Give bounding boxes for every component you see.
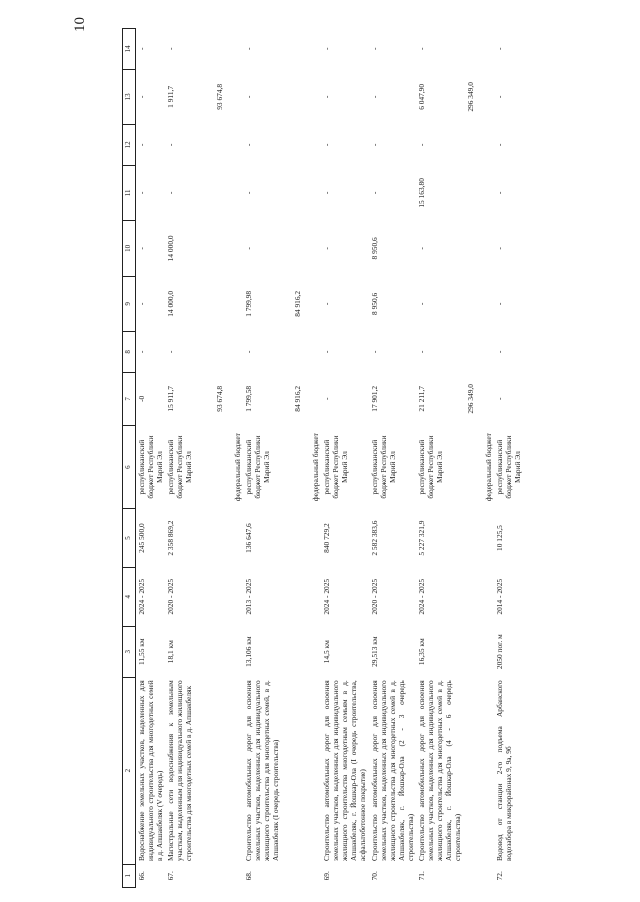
amount-value: - bbox=[137, 95, 146, 99]
amount-cell-c14 bbox=[321, 29, 368, 70]
amount-value: - bbox=[416, 143, 426, 147]
amount-cell-c7 bbox=[321, 372, 368, 425]
amount-cell-c8 bbox=[321, 332, 368, 373]
funding-source: федеральный бюджет bbox=[311, 433, 321, 502]
amount-value: - bbox=[369, 47, 379, 51]
object-description: Строительство автомобильных дорог для освоения земельных участков, выделенных для индивидуального жилищного строительства для многодетных семей в д. Апшакбеляк, г. Йошкар-Ола (2 - 3 очередь строительства) bbox=[369, 680, 415, 862]
funding-source-cell bbox=[165, 425, 243, 508]
amount-value: - bbox=[137, 143, 146, 147]
amount-value: - bbox=[166, 350, 176, 354]
table-row bbox=[243, 29, 321, 888]
amount-cell-c7 bbox=[243, 372, 321, 425]
amount-value: - bbox=[416, 47, 426, 51]
amount-cell-c13 bbox=[321, 69, 368, 124]
object-description: Строительство автомобильных дорог для освоения земельных участков, выделенных для индивидуального жилищного строительства для многодетных семей, в д. Апшакбеляк (I очередь строительства) bbox=[244, 680, 281, 862]
amount-cell-c10 bbox=[321, 221, 368, 276]
amount-value: - bbox=[494, 302, 504, 306]
amount-value: - bbox=[166, 47, 176, 51]
amount-cell-c10 bbox=[416, 221, 494, 276]
object-description: Строительство автомобильных дорог для освоения земельных участков, выделенных для индивидуального жилищного строительства многодетным семьям в д. Апшакбеляк, г. Йошкар-Ола (I очередь строительства, асфальтобетонное покрытие) bbox=[322, 680, 368, 862]
amount-value: 84 916,2 bbox=[293, 290, 303, 317]
capacity-cell: 11,55 км bbox=[137, 638, 146, 665]
funding-source: республиканский бюджет Республики Марий Эл bbox=[166, 435, 194, 499]
row-number: 72. bbox=[494, 871, 504, 881]
amount-value: - bbox=[369, 95, 379, 99]
funding-source: федеральный бюджет bbox=[483, 433, 493, 502]
amount-value: - bbox=[494, 350, 504, 354]
column-header: 8 bbox=[123, 332, 136, 373]
amount-value: - bbox=[494, 191, 504, 195]
amount-cell-c8 bbox=[369, 332, 416, 373]
amount-cell-c14 bbox=[136, 29, 166, 70]
amount-value: - bbox=[244, 47, 254, 51]
amount-cell-c9 bbox=[321, 276, 368, 331]
amount-cell-c14 bbox=[243, 29, 321, 70]
funding-source: республиканский бюджет Республики Марий Эл bbox=[244, 435, 272, 499]
cost-cell: 5 227 321,9 bbox=[416, 520, 426, 556]
amount-value: - bbox=[244, 191, 254, 195]
cost-cell: 2 358 869,2 bbox=[166, 520, 176, 556]
amount-cell-c14 bbox=[494, 29, 523, 70]
amount-cell-c9 bbox=[243, 276, 321, 331]
amount-cell-c11 bbox=[416, 165, 494, 220]
amount-value: 21 211,7 bbox=[416, 386, 426, 412]
amount-cell-c13 bbox=[243, 69, 321, 124]
amount-value: 17 901,2 bbox=[369, 385, 379, 412]
amount-value: 93 674,8 bbox=[215, 83, 225, 110]
amount-value: - bbox=[369, 191, 379, 195]
cost-cell: 245 500,0 bbox=[137, 523, 146, 553]
column-header: 11 bbox=[123, 165, 136, 220]
object-description: Водоснабжение земельных участков, выделенных для индивидуального строительства для многодетных семей в д. Апшакбеляк (V очередь) bbox=[137, 680, 165, 862]
table-row bbox=[416, 29, 494, 888]
amount-cell-c13 bbox=[416, 69, 494, 124]
amount-cell-c9 bbox=[494, 276, 523, 331]
amount-cell-c12 bbox=[243, 125, 321, 166]
column-header: 10 bbox=[123, 221, 136, 276]
amount-cell-c13 bbox=[136, 69, 166, 124]
column-header: 3 bbox=[123, 626, 136, 677]
funding-source: республиканский бюджет Республики Марий Эл bbox=[137, 435, 165, 499]
capacity-cell: 29,513 км bbox=[369, 636, 379, 667]
column-header: 12 bbox=[123, 125, 136, 166]
column-header: 14 bbox=[123, 29, 136, 70]
amount-value: 15 163,80 bbox=[416, 178, 426, 208]
column-header: 1 bbox=[123, 864, 136, 887]
column-header: 4 bbox=[123, 567, 136, 626]
row-number: 67. bbox=[166, 871, 176, 881]
object-description: Водовод от станции 2-го подъема Арбанского водозабора в микрорайонах 9, 9а, 9б bbox=[494, 680, 513, 862]
capacity-cell: 13,106 км bbox=[244, 636, 254, 667]
funding-source: республиканский бюджет Республики Марий Эл bbox=[494, 435, 522, 499]
amount-value: 15 911,7 bbox=[166, 386, 176, 412]
row-number: 71. bbox=[416, 871, 426, 881]
column-header: 7 bbox=[123, 372, 136, 425]
amount-cell-c14 bbox=[369, 29, 416, 70]
amount-cell-c9 bbox=[369, 276, 416, 331]
amount-cell-c10 bbox=[494, 221, 523, 276]
amount-cell-c12 bbox=[416, 125, 494, 166]
program-table bbox=[122, 28, 523, 888]
amount-value: - bbox=[166, 143, 176, 147]
amount-cell-c7 bbox=[136, 372, 166, 425]
amount-value: - bbox=[244, 95, 254, 99]
column-header: 9 bbox=[123, 276, 136, 331]
object-description: Строительство автомобильных дорог для освоения земельных участков, выделенных для индивидуального жилищного строительства для многодетных семей в д. Апшакбеляк, г. Йошкар-Ола (4 - 6 очередь строительства) bbox=[416, 680, 462, 862]
amount-value: - bbox=[322, 397, 332, 401]
capacity-cell: 2050 пог. м bbox=[494, 634, 504, 670]
amount-cell-c13 bbox=[369, 69, 416, 124]
amount-cell-c10 bbox=[243, 221, 321, 276]
amount-cell-c7 bbox=[369, 372, 416, 425]
amount-value: - bbox=[494, 143, 504, 147]
funding-source-cell bbox=[243, 425, 321, 508]
amount-value: 84 916,2 bbox=[293, 385, 303, 412]
amount-cell-c12 bbox=[136, 125, 166, 166]
amount-cell-c11 bbox=[165, 165, 243, 220]
cost-cell: 10 125,5 bbox=[494, 525, 504, 551]
amount-value: - bbox=[369, 143, 379, 147]
capacity-cell: 14,5 км bbox=[322, 640, 332, 664]
funding-source: республиканский бюджет Республики Марий Эл bbox=[416, 435, 444, 499]
amount-value: - bbox=[244, 350, 254, 354]
amount-value: - bbox=[322, 350, 332, 354]
table-wrapper bbox=[122, 28, 622, 888]
amount-value: - bbox=[137, 350, 146, 354]
period-cell: 2024 - 2025 bbox=[416, 578, 426, 615]
amount-cell-c8 bbox=[416, 332, 494, 373]
amount-cell-c14 bbox=[416, 29, 494, 70]
table-row bbox=[136, 29, 166, 888]
amount-cell-c13 bbox=[165, 69, 243, 124]
amount-value: 6 047,90 bbox=[416, 83, 426, 110]
amount-value: - bbox=[494, 247, 504, 250]
amount-cell-c8 bbox=[136, 332, 166, 373]
row-number: 70. bbox=[369, 871, 379, 881]
period-cell: 2020 - 2025 bbox=[166, 578, 176, 615]
capacity-cell: 16,35 км bbox=[416, 638, 426, 666]
period-cell: 2014 - 2025 bbox=[494, 578, 504, 615]
funding-source-cell bbox=[369, 425, 416, 508]
funding-source: федеральный бюджет bbox=[233, 433, 243, 502]
amount-value: 296 349,0 bbox=[465, 82, 475, 112]
amount-value: - bbox=[322, 95, 332, 99]
amount-value: - bbox=[494, 95, 504, 99]
amount-value: - bbox=[322, 47, 332, 51]
cost-cell: 136 647,6 bbox=[244, 523, 254, 553]
amount-value: - bbox=[322, 247, 332, 250]
page-number: 10 bbox=[72, 17, 88, 32]
column-header: 13 bbox=[123, 69, 136, 124]
period-cell: 2024 - 2025 bbox=[322, 578, 332, 615]
column-header: 6 bbox=[123, 425, 136, 508]
amount-cell-c12 bbox=[321, 125, 368, 166]
amount-cell-c8 bbox=[243, 332, 321, 373]
amount-cell-c11 bbox=[243, 165, 321, 220]
amount-cell-c8 bbox=[165, 332, 243, 373]
table-row bbox=[369, 29, 416, 888]
cost-cell: 2 582 383,6 bbox=[369, 520, 379, 556]
amount-cell-c12 bbox=[165, 125, 243, 166]
amount-value: 93 674,8 bbox=[215, 385, 225, 412]
amount-cell-c7 bbox=[416, 372, 494, 425]
funding-source-cell bbox=[136, 425, 166, 508]
amount-value: 8 950,6 bbox=[369, 237, 379, 260]
funding-source-cell bbox=[494, 425, 523, 508]
cost-cell: 840 729,2 bbox=[322, 523, 332, 553]
amount-value: 14 000,0 bbox=[166, 290, 176, 317]
object-description: Магистральные сети водоснабжения к земельным участкам, выделенным для индивидуального жилищного строительства для многодетных семей в д. Апшакбеляк bbox=[166, 680, 194, 862]
amount-value: - bbox=[137, 302, 146, 306]
amount-cell-c9 bbox=[165, 276, 243, 331]
amount-value: - bbox=[494, 47, 504, 51]
amount-cell-c11 bbox=[136, 165, 166, 220]
funding-source: республиканский бюджет Республики Марий Эл bbox=[322, 435, 350, 499]
amount-cell-c11 bbox=[321, 165, 368, 220]
amount-value: - bbox=[244, 247, 254, 250]
amount-value: - bbox=[137, 191, 146, 195]
amount-value: - bbox=[322, 143, 332, 147]
amount-value: - bbox=[322, 302, 332, 306]
amount-cell-c7 bbox=[165, 372, 243, 425]
period-cell: 2020 - 2025 bbox=[369, 578, 379, 615]
funding-source-cell bbox=[416, 425, 494, 508]
amount-cell-c11 bbox=[494, 165, 523, 220]
amount-value: - bbox=[137, 47, 146, 51]
amount-cell-c12 bbox=[369, 125, 416, 166]
funding-source-cell bbox=[321, 425, 368, 508]
period-cell: 2024 - 2025 bbox=[137, 578, 146, 615]
amount-cell-c10 bbox=[136, 221, 166, 276]
amount-value: 296 349,0 bbox=[465, 384, 475, 414]
amount-cell-c7 bbox=[494, 372, 523, 425]
amount-value: 8 950,6 bbox=[369, 292, 379, 315]
amount-cell-c8 bbox=[494, 332, 523, 373]
header-row bbox=[123, 29, 136, 888]
amount-cell-c9 bbox=[416, 276, 494, 331]
amount-value: 1 911,7 bbox=[166, 85, 176, 108]
capacity-cell: 18,1 км bbox=[166, 640, 176, 664]
amount-value: - bbox=[494, 397, 504, 401]
amount-value: - bbox=[166, 191, 176, 195]
amount-value: - bbox=[322, 191, 332, 195]
table-row bbox=[165, 29, 243, 888]
row-number: 66. bbox=[137, 871, 146, 881]
amount-cell-c10 bbox=[369, 221, 416, 276]
amount-value: - bbox=[369, 350, 379, 354]
row-number: 69. bbox=[322, 871, 332, 881]
amount-cell-c9 bbox=[136, 276, 166, 331]
amount-value: - bbox=[416, 350, 426, 354]
amount-cell-c12 bbox=[494, 125, 523, 166]
column-header: 2 bbox=[123, 677, 136, 864]
amount-cell-c10 bbox=[165, 221, 243, 276]
amount-cell-c13 bbox=[494, 69, 523, 124]
table-body bbox=[136, 29, 523, 888]
amount-cell-c11 bbox=[369, 165, 416, 220]
amount-value: 1 799,58 bbox=[244, 385, 254, 412]
amount-value: - bbox=[244, 143, 254, 147]
funding-source: республиканский бюджет Республики Марий Эл bbox=[369, 435, 397, 499]
table-row bbox=[321, 29, 368, 888]
column-header: 5 bbox=[123, 509, 136, 568]
amount-cell-c14 bbox=[165, 29, 243, 70]
amount-value: - bbox=[416, 302, 426, 306]
period-cell: 2013 - 2025 bbox=[244, 578, 254, 615]
table-row bbox=[494, 29, 523, 888]
amount-value: 14 000,0 bbox=[166, 235, 176, 262]
row-number: 68. bbox=[244, 871, 254, 881]
amount-value: - bbox=[416, 247, 426, 250]
amount-value: - bbox=[137, 247, 146, 250]
amount-value: 1 799,98 bbox=[244, 290, 254, 317]
amount-value: -0 bbox=[137, 395, 146, 402]
